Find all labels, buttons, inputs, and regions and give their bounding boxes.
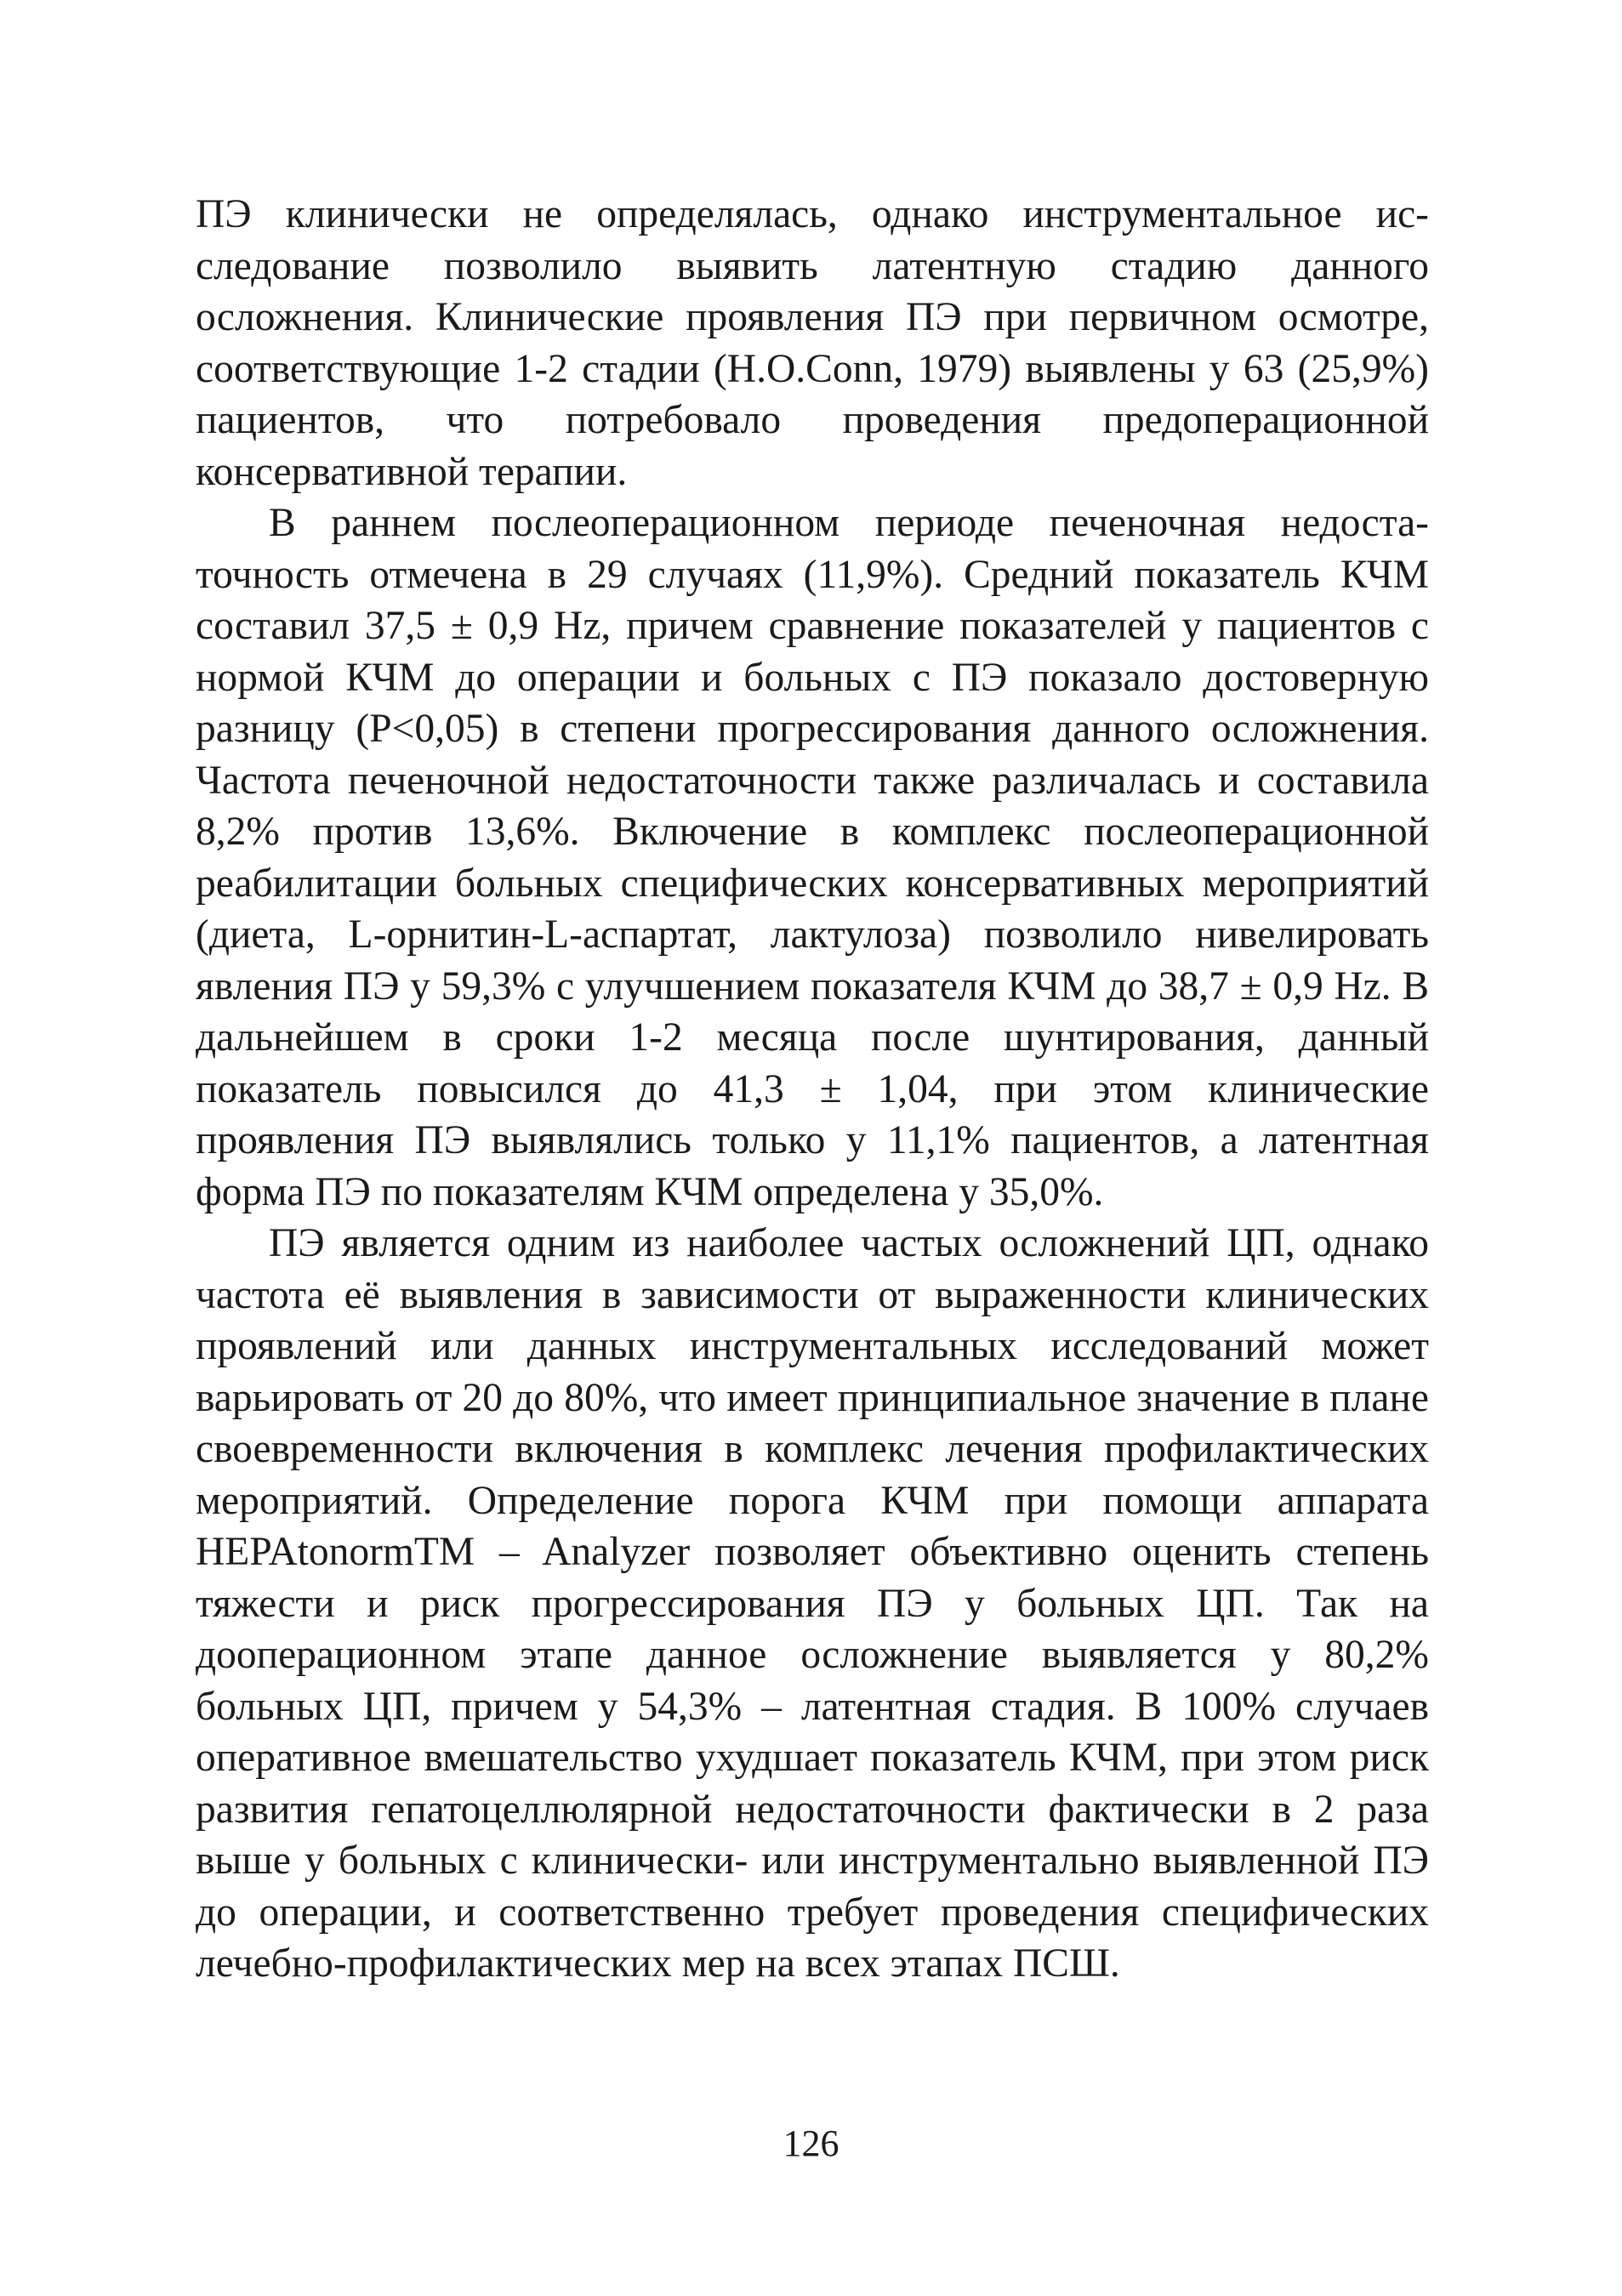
paragraph-3: ПЭ является одним из наиболее частых осложнений ЦП, однако частота её выявления в зависимости от выраженности клинических проявлений или данных инструментальных исследований может варьировать от 20 до 80%, что имеет принципиальное значение в плане своевременности включения в комплекс лечения профилактических мероприятий. Определение порога КЧМ при помощи аппарата HEPAtonormTM – Analyzer позволяет объективно оценить степень тяжести и риск прогрессирования ПЭ у больных ЦП. Так на дооперационном этапе данное осложнение выявляется у 80,2% больных ЦП, причем у 54,3% – латентная стадия. В 100% случаев оперативное вмешательство ухудшает показатель КЧМ, при этом риск развития гепатоцеллюлярной недостаточности фактически в 2 раза выше у больных с клинически- или инструментально выявленной ПЭ до операции, и соответственно требует проведения специфических лечебно-профилактических мер на всех этапах ПСШ. [196,1221,1429,1986]
page-number: 126 [783,2123,839,2164]
body-text [196,189,1429,1990]
paragraph-2: В раннем послеоперационном периоде печеночная недостаточность отмечена в 29 случаях (11,9%). Средний показатель КЧМ составил 37,5 ± 0,9 Hz, причем сравнение показателей у пациентов с нормой КЧМ до операции и больных с ПЭ показало достоверную разницу (P<0,05) в степени прогрессирования данного осложнения. Частота печеночной недостаточности также различалась и составила 8,2% против 13,6%. Включение в комплекс послеоперационной реабилитации больных специфических консервативных мероприятий (диета, L-орнитин-L-аспартат, лактулоза) позволило нивелировать явления ПЭ у 59,3% с улучшением показателя КЧМ до 38,7 ± 0,9 Hz. В дальнейшем в сроки 1-2 месяца после шунтирования, данный показатель повысился до 41,3 ± 1,04, при этом клинические проявления ПЭ выявлялись только у 11,1% пациентов, а латентная форма ПЭ по показателям КЧМ определена у 35,0%. [196,501,1429,1214]
paragraph-1: ПЭ клинически не определялась, однако инструментальное исследование позволило выявить латентную стадию данного осложнения. Клинические проявления ПЭ при первичном осмотре, соответствующие 1-2 стадии (H.O.Conn, 1979) выявлены у 63 (25,9%) пациентов, что потребовало проведения предоперационной консервативной терапии. [196,192,1429,494]
